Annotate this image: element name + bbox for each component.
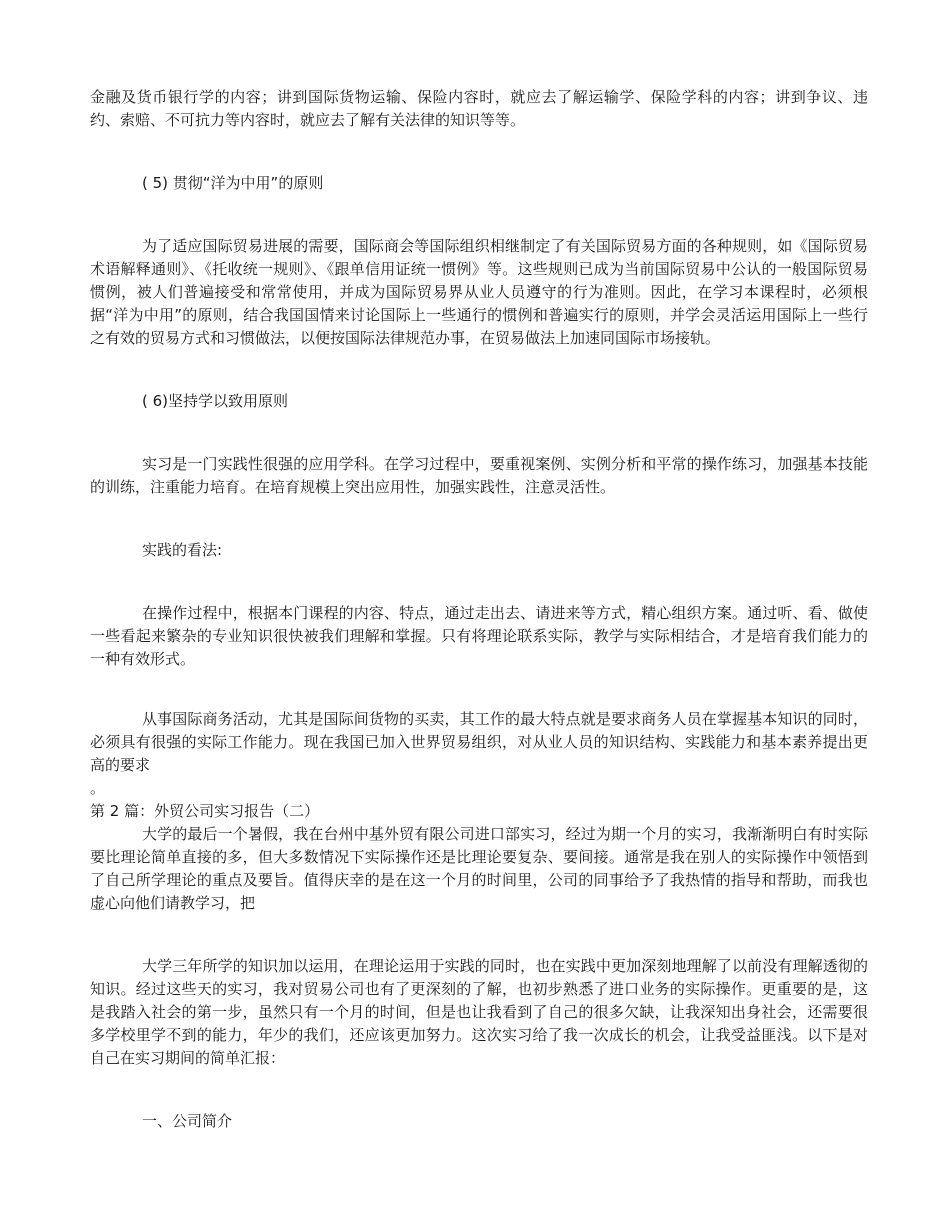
- paragraph-summer-internship: 大学的最后一个暑假，我在台州中基外贸有限公司进口部实习，经过为期一个月的实习，我渐渐明白有时实际要比理论简单直接的多，但大多数情况下实际操作还是比理论要复杂、要间接。通常是我在别人的实际操作中领悟到了自己所学理论的重点及要旨。值得庆幸的是在这一个月的时间里，公司的同事给予了我热情的指导和帮助，而我也虚心向他们请教学习，把: [90, 825, 868, 912]
- paragraph-three-years: 大学三年所学的知识加以运用，在理论运用于实践的同时，也在实践中更加深刻地理解了以前没有理解透彻的知识。经过这些天的实习，我对贸易公司也有了更深刻的了解，也初步熟悉了进口业务的实际操作。更重要的是，这是我踏入社会的第一步，虽然只有一个月的时间，但是也让我看到了自己的很多欠缺，让我深知出身社会，还需要很多学校里学不到的能力，年少的我们，还应该更加努力。这次实习给了我一次成长的机会，让我受益匪浅。以下是对自己在实习期间的简单汇报：: [90, 957, 868, 1067]
- paragraph-business: 从事国际商务活动，尤其是国际间货物的买卖，其工作的最大特点就是要求商务人员在掌握基本知识的同时，必须具有很强的实际工作能力。现在我国已加入世界贸易组织，对从业人员的知识结构、实践能力和基本素养提出更高的要求: [90, 710, 868, 774]
- section-heading-5: ( 5) 贯彻“洋为中用”的原则: [142, 174, 324, 192]
- article-title: 第 2 篇：外贸公司实习报告（二）: [90, 802, 320, 820]
- trailing-period: 。: [90, 779, 106, 797]
- paragraph-rules: 为了适应国际贸易进展的需要，国际商会等国际组织相继制定了有关国际贸易方面的各种规则，如《国际贸易术语解释通则》、《托收统一规则》、《跟单信用证统一惯例》等。这些规则已成为当前国际贸易中公认的一般国际贸易惯例，被人们普遍接受和常常使用，并成为国际贸易界从业人员遵守的行为准则。因此，在学习本课程时，必须根据“洋为中用”的原则，结合我国国情来讨论国际上一些通行的惯例和普遍实行的原则，并学会灵活运用国际上一些行之有效的贸易方式和习惯做法，以便按国际法律规范办事，在贸易做法上加速同国际市场接轨。: [90, 237, 868, 347]
- paragraph-operation: 在操作过程中，根据本门课程的内容、特点，通过走出去、请进来等方式，精心组织方案。通过听、看、做使一些看起来繁杂的专业知识很快被我们理解和掌握。只有将理论联系实际，教学与实际相结合，才是培育我们能力的一种有效形式。: [90, 604, 868, 668]
- document-page: [90, 86, 868, 1133]
- paragraph-practice: 实习是一门实践性很强的应用学科。在学习过程中，要重视案例、实例分析和平常的操作练习，加强基本技能的训练，注重能力培育。在培育规模上突出应用性，加强实践性，注意灵活性。: [90, 455, 868, 496]
- practice-view-heading: 实践的看法:: [142, 541, 223, 559]
- company-intro-heading: 一、公司简介: [142, 1112, 233, 1130]
- paragraph-continuation: 金融及货币银行学的内容；讲到国际货物运输、保险内容时，就应去了解运输学、保险学科的内容；讲到争议、违约、索赔、不可抗力等内容时，就应去了解有关法律的知识等等。: [90, 88, 868, 129]
- section-heading-6: ( 6)坚持学以致用原则: [142, 392, 289, 410]
